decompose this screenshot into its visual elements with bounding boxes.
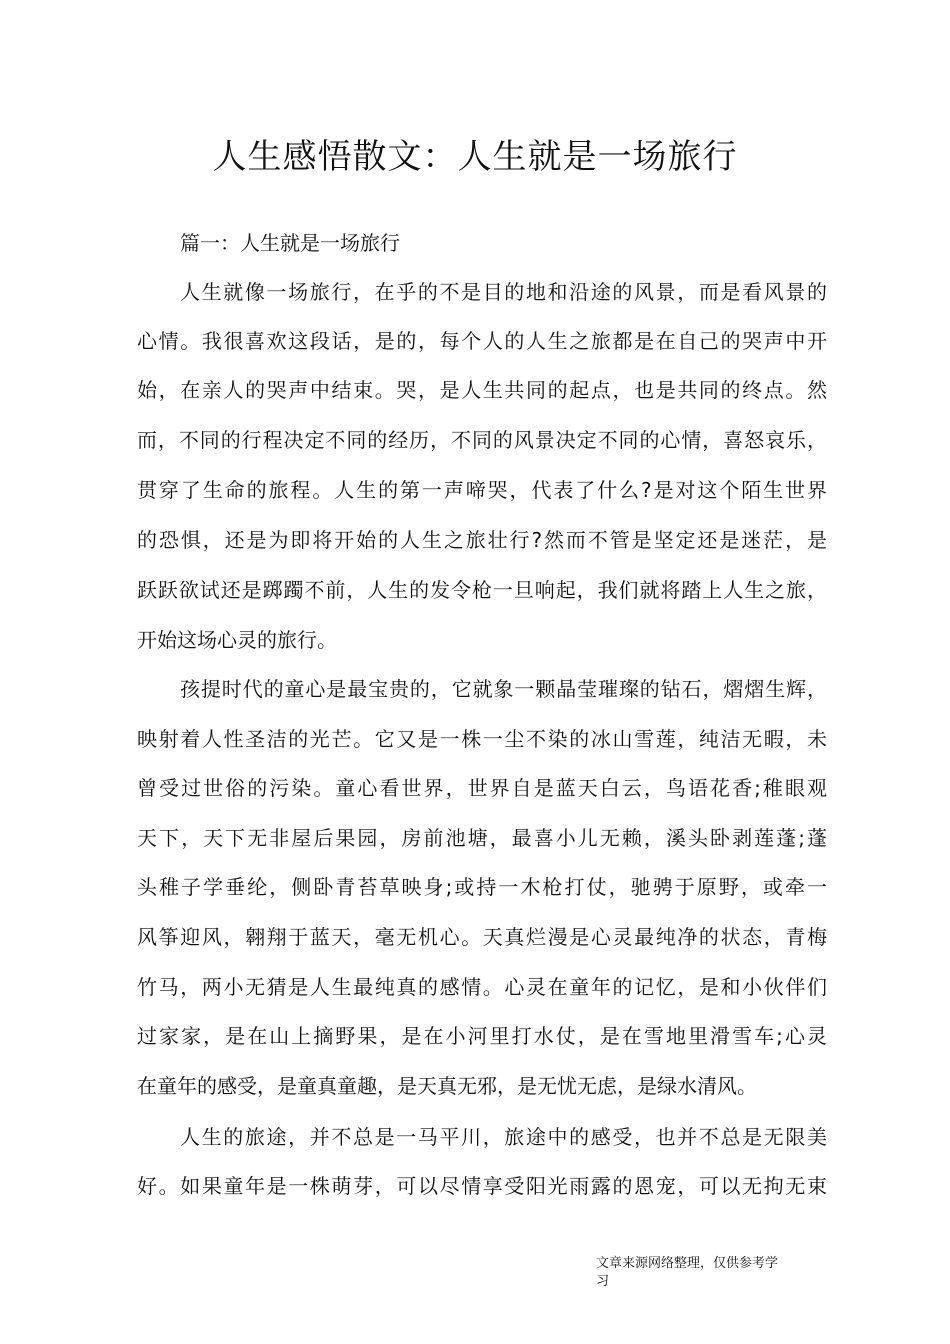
paragraph-line: 始，在亲人的哭声中结束。哭，是人生共同的起点，也是共同的终点。然 [137,378,827,402]
paragraph-line: 天下，天下无非屋后果园，房前池塘，最喜小儿无赖，溪头卧剥莲蓬;蓬 [137,826,827,850]
paragraph-line: 而，不同的行程决定不同的经历，不同的风景决定不同的心情，喜怒哀乐， [137,428,827,452]
paragraph-line: 风筝迎风，翱翔于蓝天，毫无机心。天真烂漫是心灵最纯净的状态，青梅 [137,925,827,949]
paragraph-line: 在童年的感受，是童真童趣，是天真无邪，是无忧无虑，是绿水清风。 [137,1074,757,1098]
paragraph-line: 映射着人性圣洁的光芒。它又是一株一尘不染的冰山雪莲，纯洁无暇，未 [137,727,827,751]
page-title: 人生感悟散文：人生就是一场旅行 [212,137,738,177]
paragraph-line: 心情。我很喜欢这段话，是的，每个人的人生之旅都是在自己的哭声中开 [137,329,827,353]
paragraph-line: 头稚子学垂纶，侧卧青苔草映身;或持一木枪打仗，驰骋于原野，或牵一 [137,875,827,899]
paragraph-line: 贯穿了生命的旅程。人生的第一声啼哭，代表了什么?是对这个陌生世界 [137,478,827,502]
paragraph-line: 人生就像一场旅行，在乎的不是目的地和沿途的风景，而是看风景的 [180,280,827,304]
paragraph-line: 过家家，是在山上摘野果，是在小河里打水仗，是在雪地里滑雪车;心灵 [137,1024,827,1048]
paragraph-line: 竹马，两小无猜是人生最纯真的感情。心灵在童年的记忆，是和小伙伴们 [137,975,827,999]
paragraph-line: 跃跃欲试还是踯躅不前，人生的发令枪一旦响起，我们就将踏上人生之旅， [137,578,827,602]
paragraph-line: 好。如果童年是一株萌芽，可以尽情享受阳光雨露的恩宠，可以无拘无束 [137,1174,827,1198]
paragraph-line: 开始这场心灵的旅行。 [137,628,337,652]
footer-line: 文章来源网络整理，仅供参考学 [596,1256,779,1271]
paragraph-line: 人生的旅途，并不总是一马平川，旅途中的感受，也并不总是无限美 [180,1125,827,1149]
footer-note [596,1255,796,1291]
section-heading: 篇一：人生就是一场旅行 [180,231,400,255]
footer-line: 习 [596,1274,610,1289]
paragraph-line: 曾受过世俗的污染。童心看世界，世界自是蓝天白云，鸟语花香;稚眼观 [137,776,827,800]
paragraph-line: 的恐惧，还是为即将开始的人生之旅壮行?然而不管是坚定还是迷茫，是 [137,528,827,552]
paragraph-line: 孩提时代的童心是最宝贵的，它就象一颗晶莹璀璨的钻石，熠熠生辉， [180,677,827,701]
